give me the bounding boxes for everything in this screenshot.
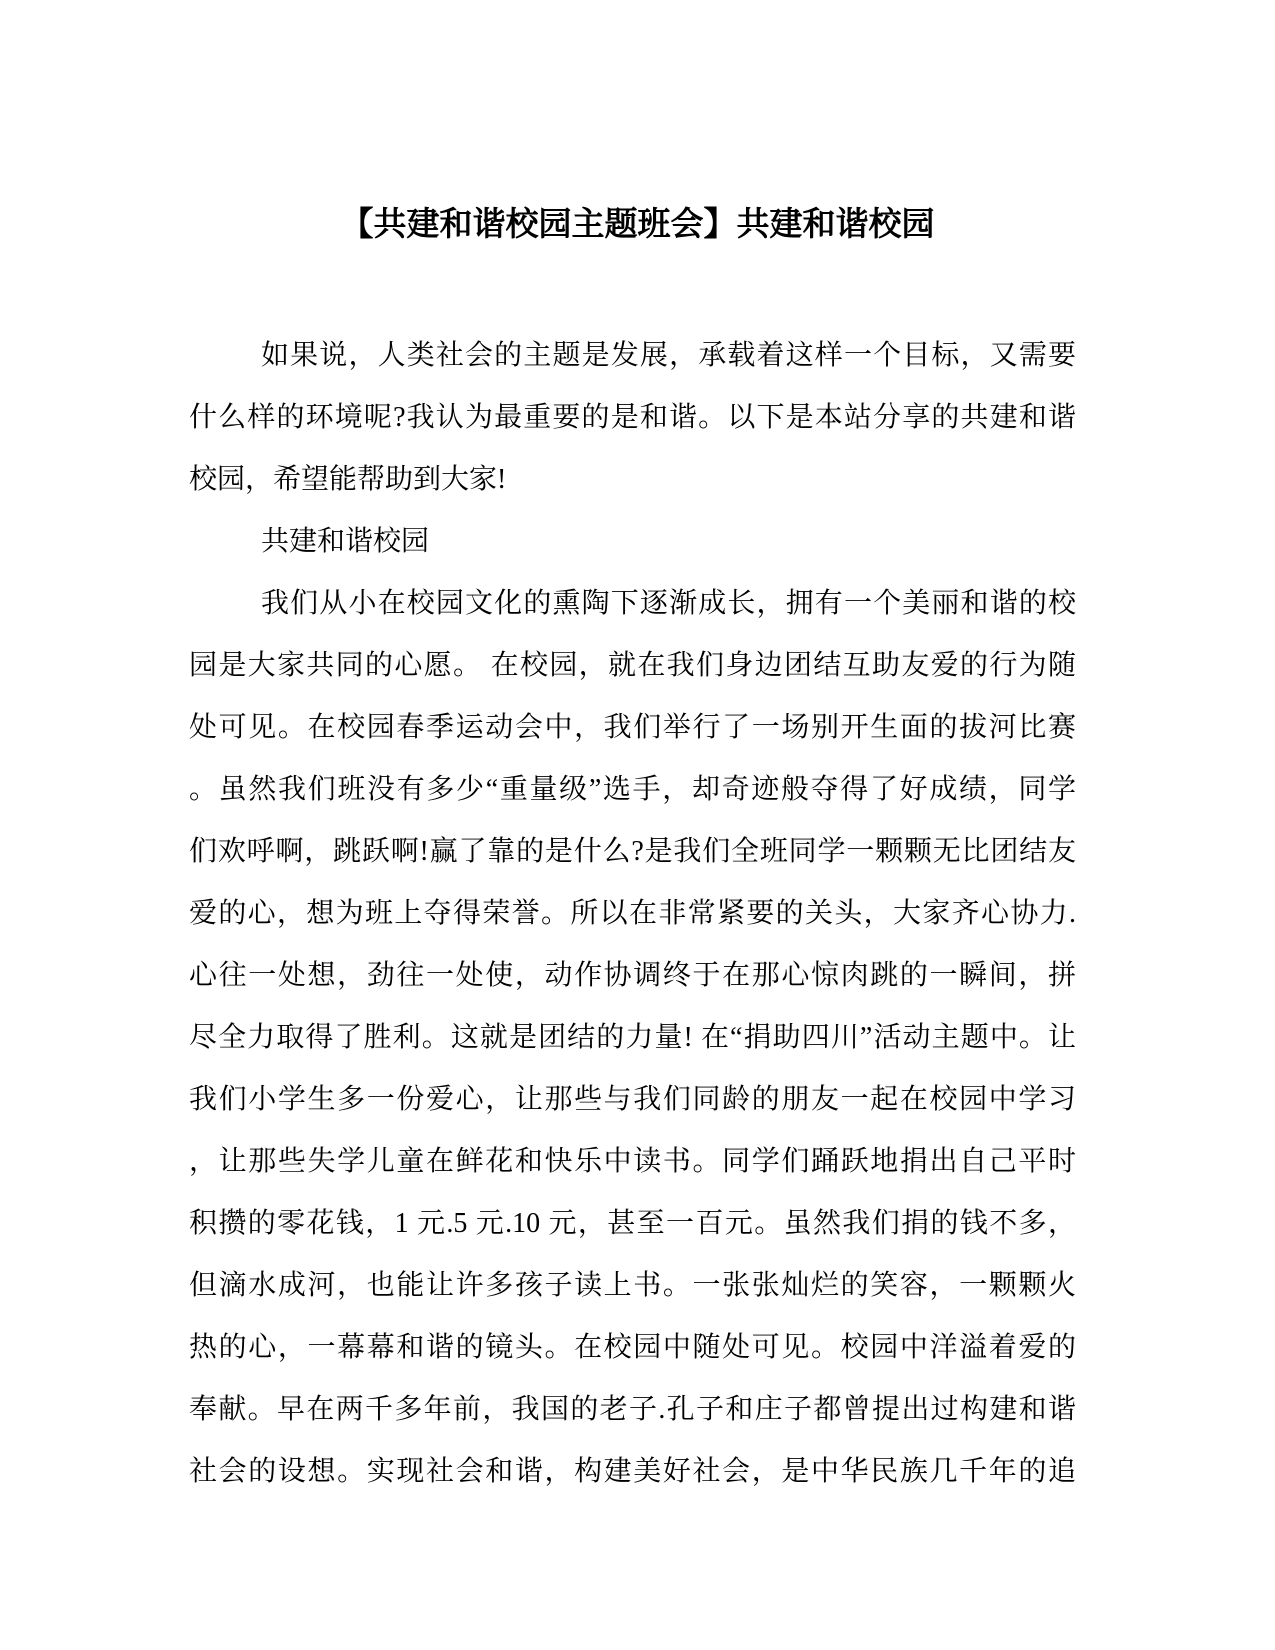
text-line: 但滴水成河，也能让许多孩子读上书。一张张灿烂的笑容，一颗颗火 [189,1270,1076,1301]
text-line: 们欢呼啊，跳跃啊!赢了靠的是什么?是我们全班同学一颗颗无比团结友 [189,836,1076,867]
text-line: 心往一处想，劲往一处使，动作协调终于在那心惊肉跳的一瞬间，拼 [189,960,1076,991]
document-title: 【共建和谐校园主题班会】共建和谐校园 [340,207,935,243]
text-line: 积攒的零花钱，1 元.5 元.10 元，甚至一百元。虽然我们捐的钱不多， [189,1208,1076,1239]
text-line: ，让那些失学儿童在鲜花和快乐中读书。同学们踊跃地捐出自己平时 [189,1146,1076,1177]
text-line: 共建和谐校园 [261,526,430,557]
text-line: 奉献。早在两千多年前，我国的老子.孔子和庄子都曾提出过构建和谐 [189,1394,1076,1425]
document-body [189,325,1076,1503]
text-line: 尽全力取得了胜利。这就是团结的力量! 在“捐助四川”活动主题中。让 [189,1022,1076,1053]
text-line: 社会的设想。实现社会和谐，构建美好社会，是中华民族几千年的追 [189,1456,1076,1487]
text-line: 。虽然我们班没有多少“重量级”选手，却奇迹般夺得了好成绩，同学 [189,774,1076,805]
text-line: 我们从小在校园文化的熏陶下逐渐成长，拥有一个美丽和谐的校 [261,588,1076,619]
text-line: 园是大家共同的心愿。 在校园，就在我们身边团结互助友爱的行为随 [189,650,1076,681]
text-line: 我们小学生多一份爱心，让那些与我们同龄的朋友一起在校园中学习 [189,1084,1076,1115]
text-line: 热的心，一幕幕和谐的镜头。在校园中随处可见。校园中洋溢着爱的 [189,1332,1076,1363]
text-line: 爱的心，想为班上夺得荣誉。所以在非常紧要的关头，大家齐心协力. [189,898,1076,929]
text-line: 校园，希望能帮助到大家! [189,464,507,495]
text-line: 什么样的环境呢?我认为最重要的是和谐。以下是本站分享的共建和谐 [189,402,1076,433]
text-line: 处可见。在校园春季运动会中，我们举行了一场别开生面的拔河比赛 [189,712,1076,743]
text-line: 如果说，人类社会的主题是发展，承载着这样一个目标，又需要 [261,340,1076,371]
